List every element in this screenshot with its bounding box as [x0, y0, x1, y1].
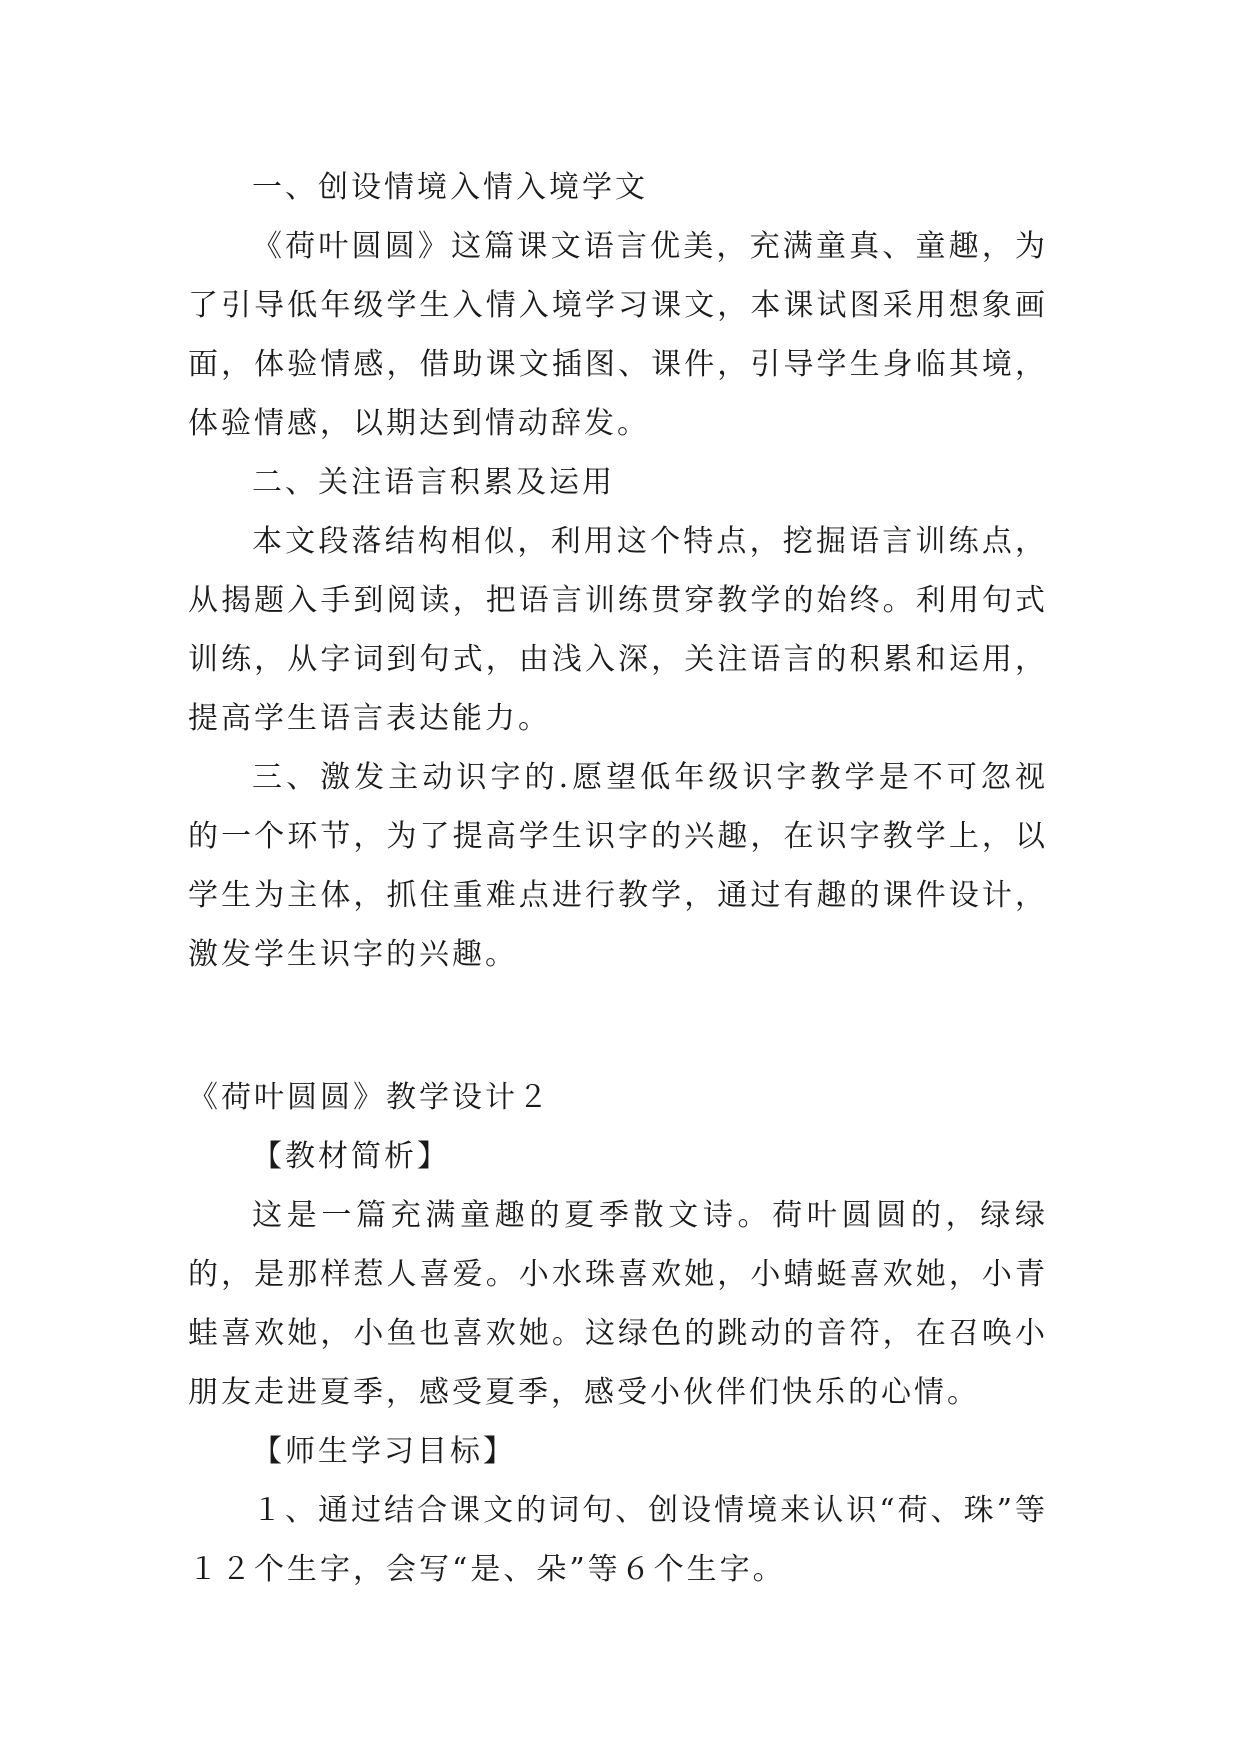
- paragraph-2: 本文段落结构相似，利用这个特点，挖掘语言训练点，从揭题入手到阅读，把语言训练贯穿教学的始终。利用句式训练，从字词到句式，由浅入深，关注语言的积累和运用，提高学生语言表达能力。: [188, 524, 1048, 736]
- document-body: [188, 158, 1048, 1599]
- paragraph-1: 《荷叶圆圆》这篇课文语言优美，充满童真、童趣，为了引导低年级学生入情入境学习课文，本课试图采用想象画面，体验情感，借助课文插图、课件，引导学生身临其境，体验情感，以期达到情动辞发。: [188, 229, 1048, 441]
- learning-goal-1: １、通过结合课文的词句、创设情境来认识“荷、珠”等１２个生字，会写“是、朵”等６个生字。: [188, 1493, 1048, 1587]
- section-heading-1: 一、创设情境入情入境学文: [252, 170, 648, 205]
- heading-learning-goals: 【师生学习目标】: [252, 1434, 516, 1469]
- section-heading-2: 二、关注语言积累及运用: [252, 465, 615, 500]
- heading-material-analysis: 【教材简析】: [252, 1139, 450, 1174]
- section-spacer: [188, 984, 1048, 1068]
- paragraph-3: 三、激发主动识字的.愿望低年级识字教学是不可忽视的一个环节，为了提高学生识字的兴趣，在识字教学上，以学生为主体，抓住重难点进行教学，通过有趣的课件设计，激发学生识字的兴趣。: [188, 760, 1048, 972]
- paragraph-material-analysis: 这是一篇充满童趣的夏季散文诗。荷叶圆圆的，绿绿的，是那样惹人喜爱。小水珠喜欢她，小蜻蜓喜欢她，小青蛙喜欢她，小鱼也喜欢她。这绿色的跳动的音符，在召唤小朋友走进夏季，感受夏季，感受小伙伴们快乐的心情。: [188, 1198, 1048, 1410]
- document-title: 《荷叶圆圆》教学设计２: [188, 1080, 551, 1115]
